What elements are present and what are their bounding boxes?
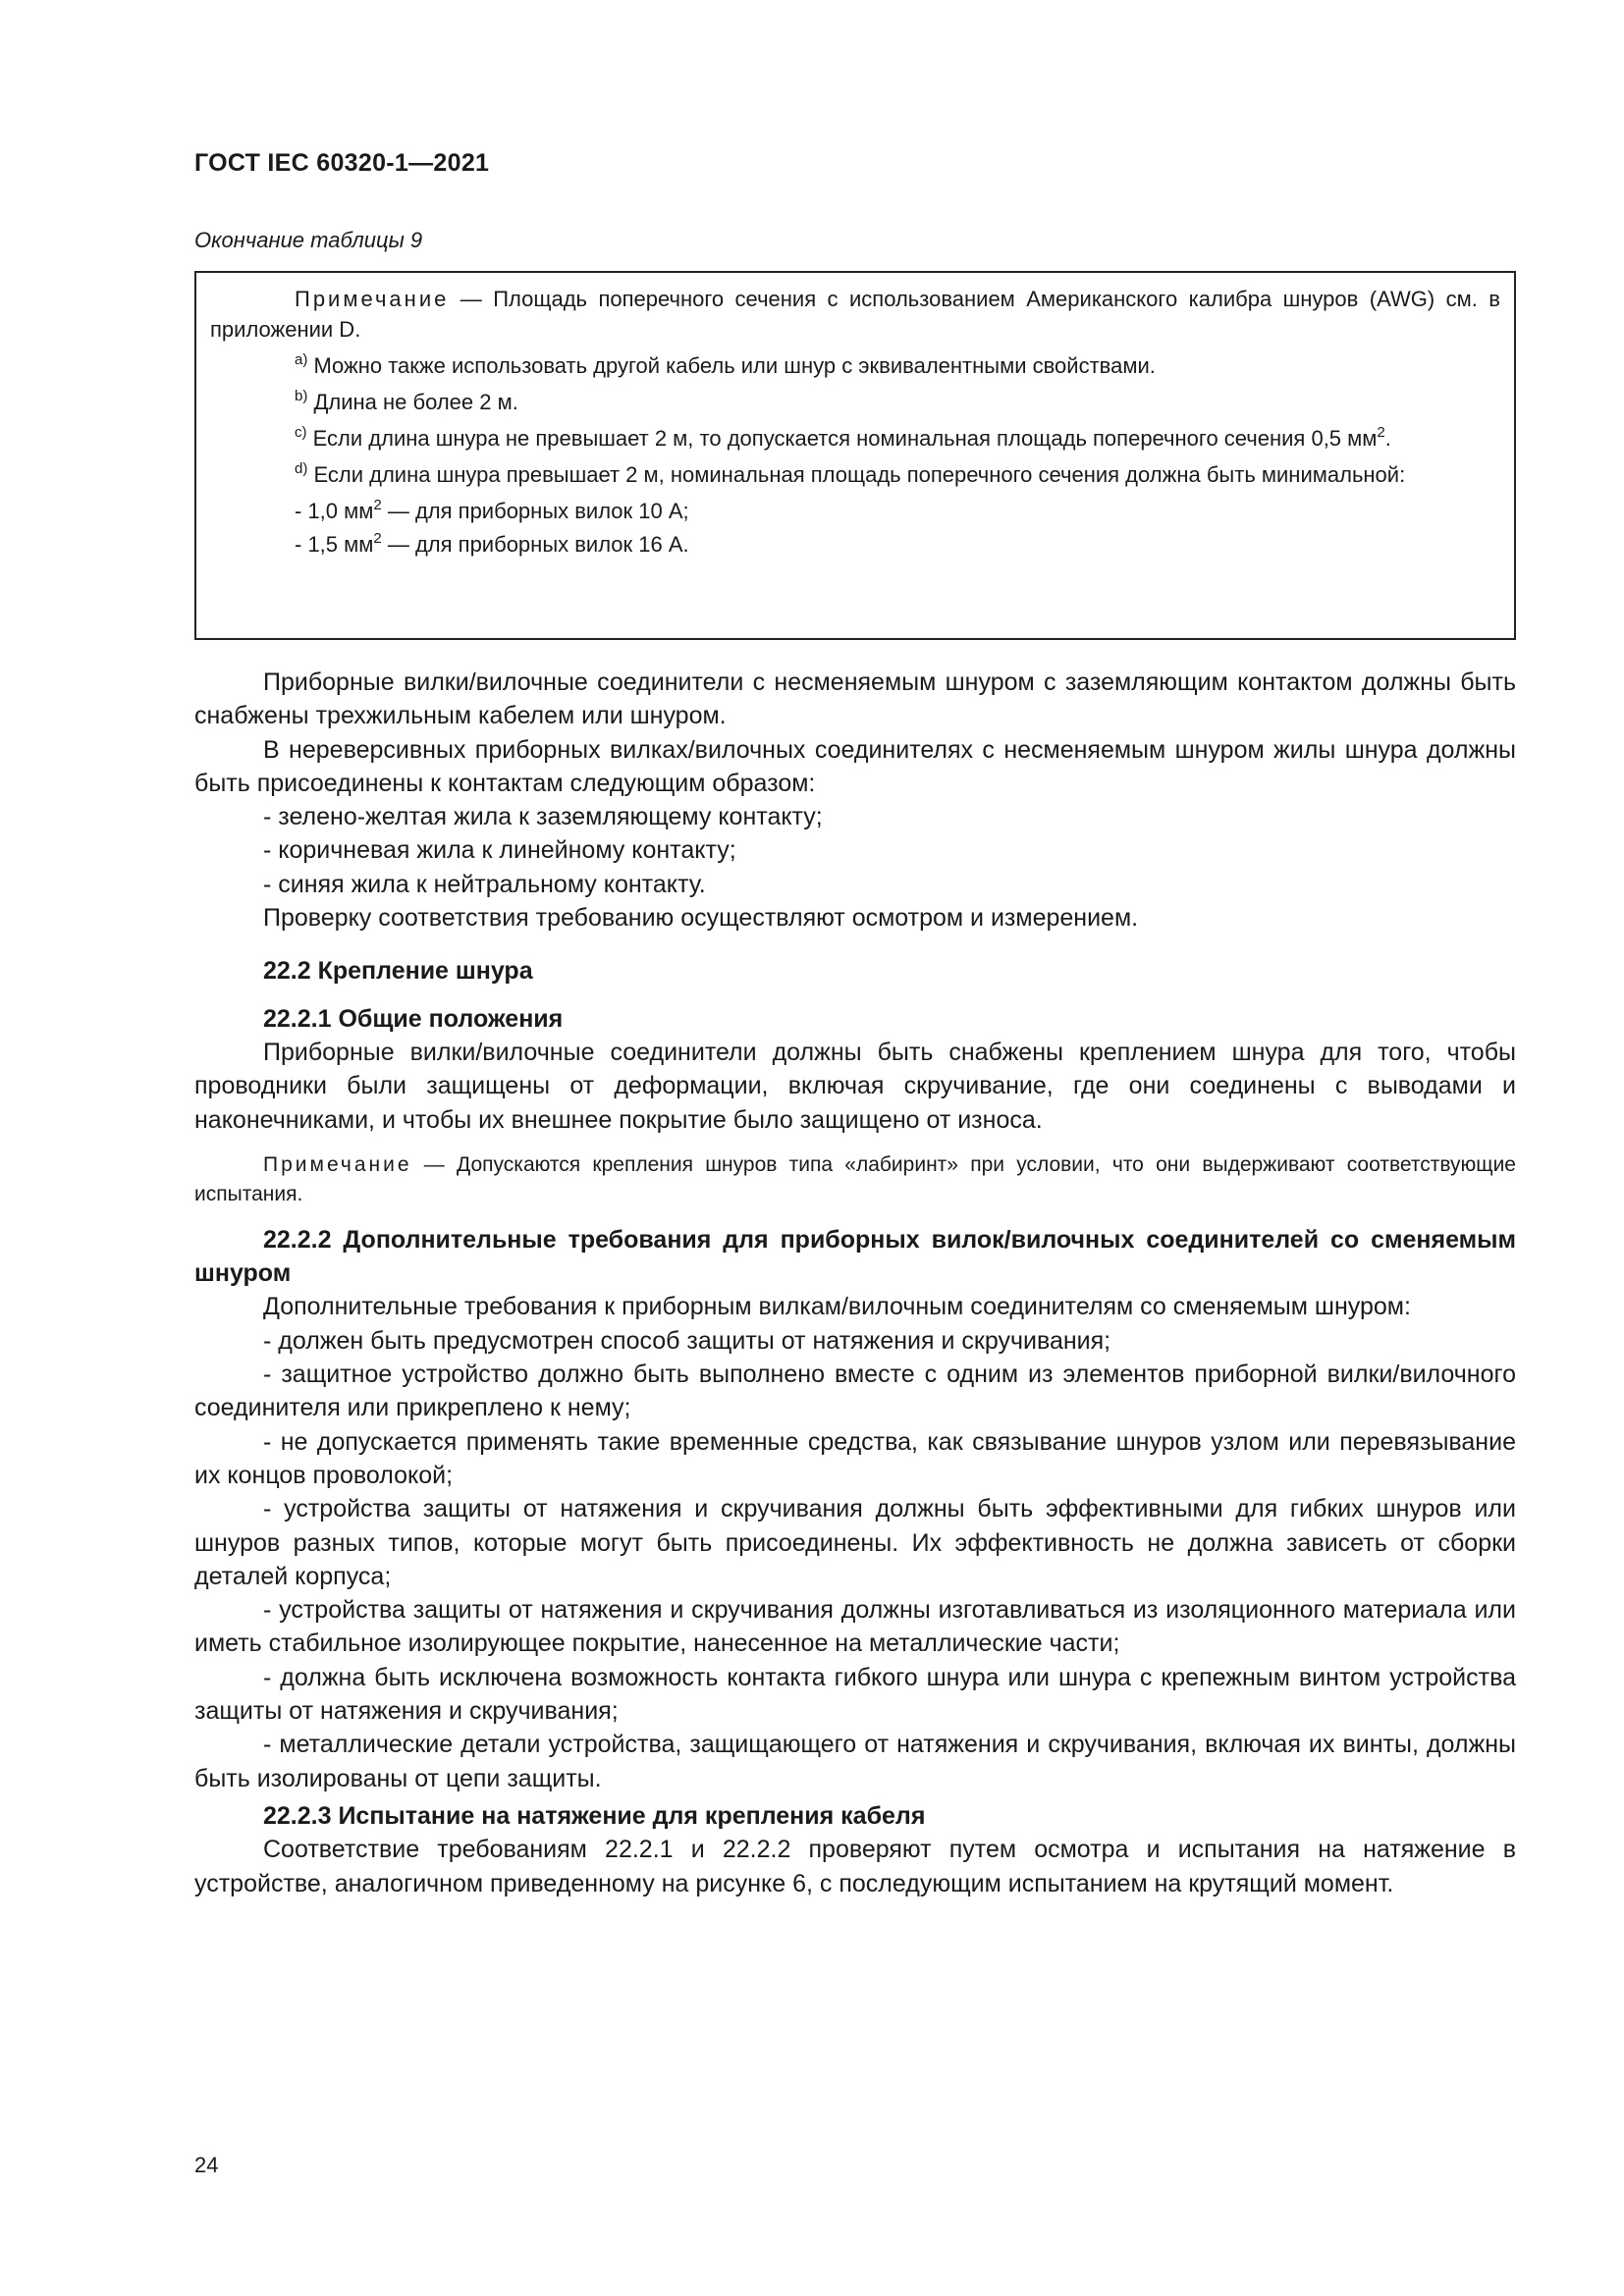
paragraph: Проверку соответствия требованию осуществляют осмотром и измерением. bbox=[263, 904, 1139, 933]
table-notes-box bbox=[194, 271, 1516, 640]
paragraph: Приборные вилки/вилочные соединители с несменяемым шнуром с заземляющим контактом должны быть снабжены трехжильным кабелем или шнуром. bbox=[194, 668, 1516, 730]
list-item: - устройства защиты от натяжения и скручивания должны изготавливаться из изоляционного материала или иметь стабильное изолирующее покрытие, нанесенное на металлические части; bbox=[194, 1596, 1516, 1658]
note: Примечание — Допускаются крепления шнуров типа «лабиринт» при условии, что они выдерживают соответствующие испытания. bbox=[194, 1152, 1516, 1205]
document-body bbox=[194, 666, 1516, 1900]
footnote-c: $^{c)}$ Если длина шнура не превышает 2 м, то допускается номинальная площадь поперечного сечения 0,5 $мм^2$. bbox=[295, 424, 1391, 451]
list-item: - устройства защиты от натяжения и скручивания должны быть эффективными для гибких шнуров или шнуров разных типов, которые могут быть присоединены. Их эффективность не должна зависеть от сборки деталей корпуса; bbox=[194, 1495, 1516, 1590]
section-heading-22-2: 22.2 Крепление шнура bbox=[263, 957, 533, 986]
table-caption: Окончание таблицы 9 bbox=[194, 228, 423, 252]
list-item: - не допускается применять такие временные средства, как связывание шнуров узлом или перевязывание их концов проволокой; bbox=[194, 1427, 1516, 1489]
document-header: ГОСТ IEC 60320-1—2021 bbox=[194, 149, 490, 177]
list-item: - должен быть предусмотрен способ защиты от натяжения и скручивания; bbox=[263, 1326, 1111, 1355]
list-item: - синяя жила к нейтральному контакту. bbox=[263, 870, 706, 898]
paragraph: Приборные вилки/вилочные соединители должны быть снабжены креплением шнура для того, чтобы проводники были защищены от деформации, включая скручивание, где они соединены с выводами и наконечниками, и чтобы их внешнее покрытие было защищено от износа. bbox=[194, 1038, 1516, 1134]
list-item: - коричневая жила к линейному контакту; bbox=[263, 836, 736, 865]
table-note bbox=[210, 284, 1500, 345]
section-heading-22-2-3: 22.2.3 Испытание на натяжение для крепления кабеля bbox=[263, 1801, 926, 1830]
paragraph: Дополнительные требования к приборным вилкам/вилочным соединителям со сменяемым шнуром: bbox=[263, 1293, 1411, 1321]
list-item: - должна быть исключена возможность контакта гибкого шнура или шнура с крепежным винтом устройства защиты от натяжения и скручивания; bbox=[194, 1663, 1516, 1726]
section-heading-22-2-1: 22.2.1 Общие положения bbox=[263, 1004, 564, 1033]
page-number: 24 bbox=[194, 2153, 219, 2177]
list-item: - металлические детали устройства, защищающего от натяжения и скручивания, включая их винты, должны быть изолированы от цепи защиты. bbox=[194, 1731, 1516, 1792]
section-heading-22-2-2: 22.2.2 Дополнительные требования для приборных вилок/вилочных соединителей со сменяемым шнуром bbox=[194, 1225, 1516, 1288]
footnote-d: $^{d)}$ Если длина шнура превышает 2 м, номинальная площадь поперечного сечения должна быть минимальной: bbox=[295, 460, 1406, 487]
list-item: - зелено-желтая жила к заземляющему контакту; bbox=[263, 803, 823, 831]
list-item: - защитное устройство должно быть выполнено вместе с одним из элементов приборной вилки/вилочного соединителя или прикреплено к нему; bbox=[194, 1361, 1516, 1422]
footnote-a: $^{a)}$ Можно также использовать другой кабель или шнур с эквивалентными свойствами. bbox=[295, 351, 1156, 378]
note-text: — Площадь поперечного сечения с использованием Американского калибра шнуров (AWG) см. в приложении D. bbox=[210, 287, 1500, 342]
footnote-d-item-1: - 1,0 $мм^2$ — для приборных вилок 10 А; bbox=[295, 497, 689, 523]
footnote-d-item-2: - 1,5 $мм^2$ — для приборных вилок 16 А. bbox=[295, 530, 689, 557]
note-label: Примечание bbox=[295, 287, 450, 311]
paragraph: В нереверсивных приборных вилках/вилочных соединителях с несменяемым шнуром жилы шнура должны быть присоединены к контактам следующим образом: bbox=[194, 735, 1516, 797]
footnote-b: $^{b)}$ Длина не более 2 м. bbox=[295, 388, 518, 414]
paragraph: Соответствие требованиям 22.2.1 и 22.2.2 проверяют путем осмотра и испытания на натяжение в устройстве, аналогичном приведенному на рисунке 6, с последующим испытанием на крутящий момент. bbox=[194, 1836, 1516, 1897]
